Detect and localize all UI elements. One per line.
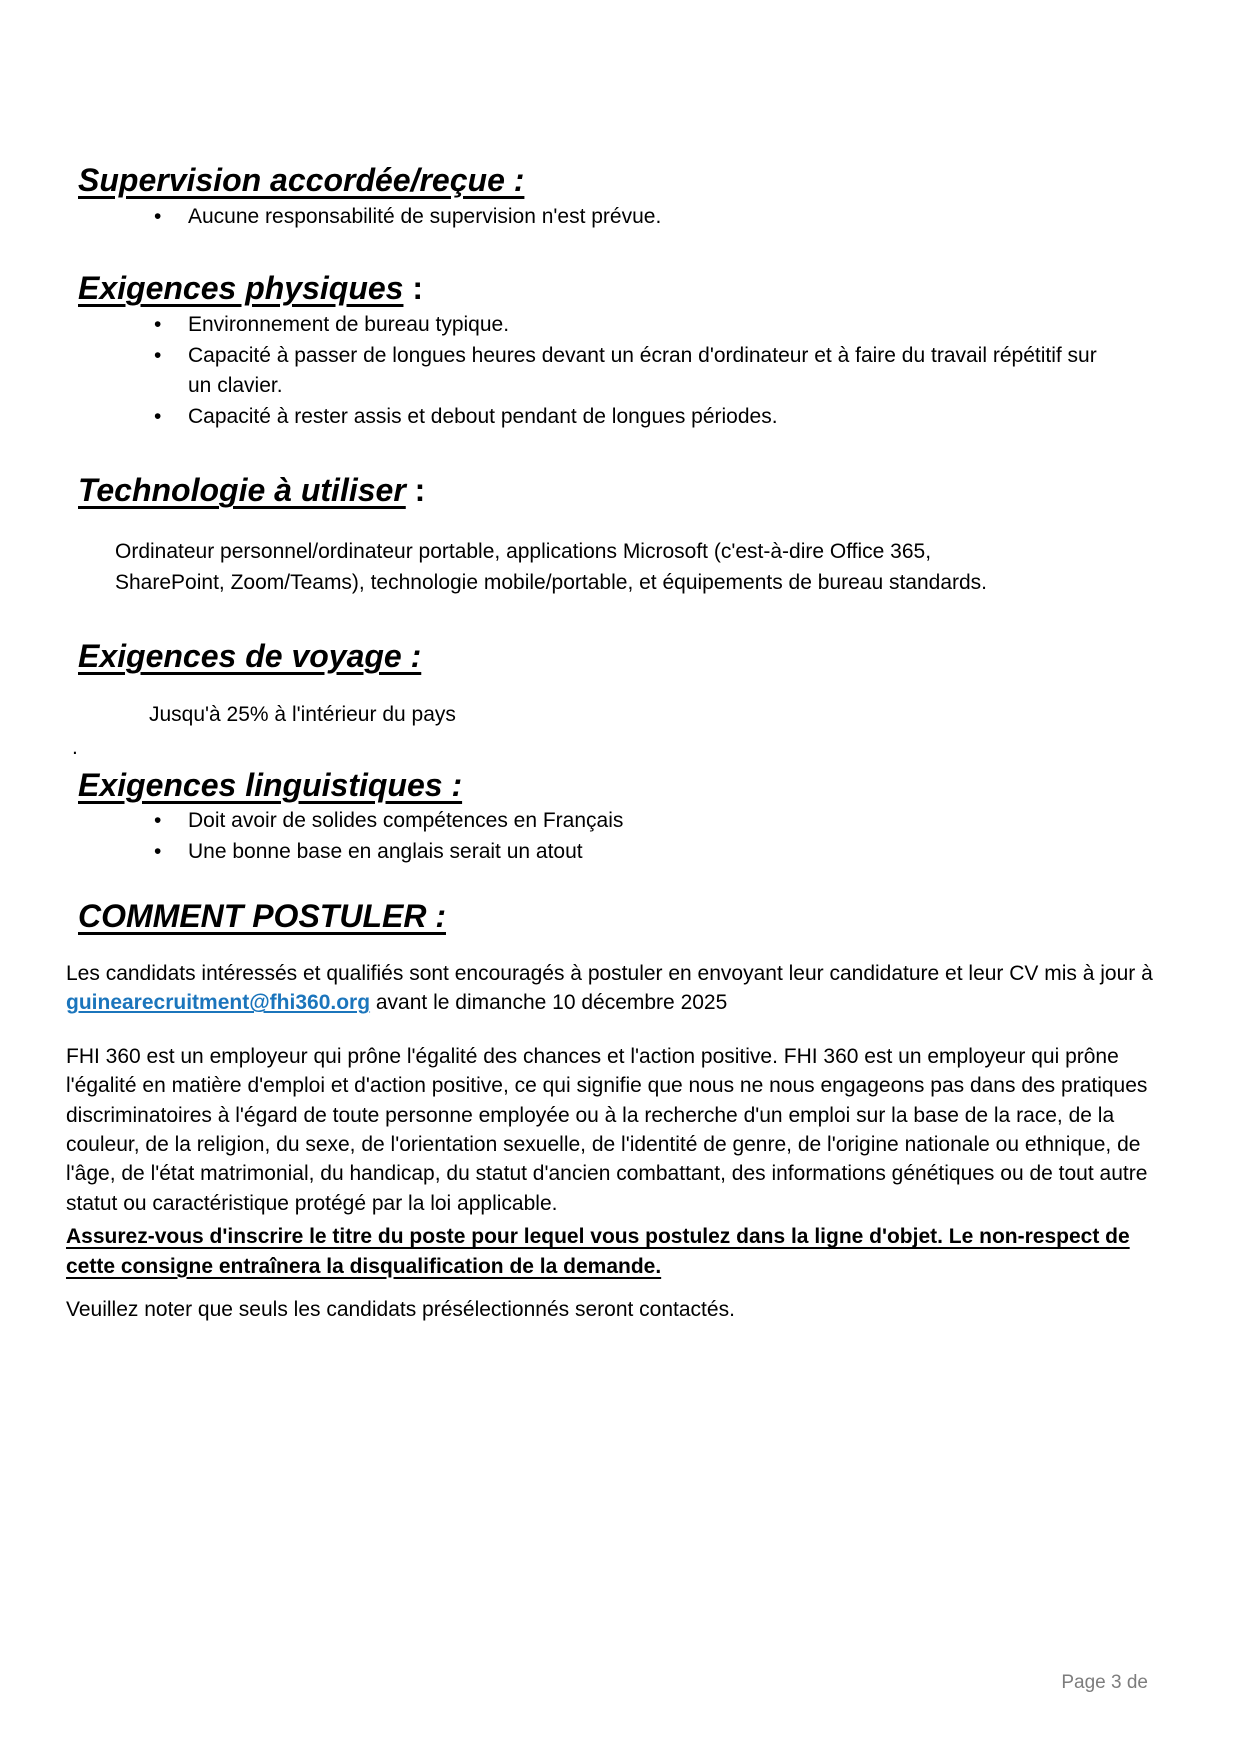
voyage-paragraph: Jusqu'à 25% à l'intérieur du pays [149, 702, 456, 726]
bullet-text: Aucune responsabilité de supervision n'est prévue. [188, 204, 662, 228]
heading-supervision-text: Supervision accordée/reçue : [78, 162, 525, 198]
apply-text-before-link: Les candidats intéressés et qualifiés sont encouragés à postuler en envoyant leur candidature et leur CV mis à jour à [66, 962, 1153, 986]
shortlist-note-paragraph: Veuillez noter que seuls les candidats présélectionnés seront contactés. [66, 1298, 735, 1321]
heading-voyage [78, 636, 1176, 678]
page-number-footer: Page 3 de [1061, 1672, 1148, 1693]
list-item [66, 402, 1123, 433]
bullet-text: Capacité à rester assis et debout pendant de longues périodes. [188, 404, 778, 428]
heading-linguistiques [78, 765, 1176, 807]
bullet-text: Capacité à passer de longues heures devant un écran d'ordinateur et à faire du travail répétitif sur un clavier. [188, 343, 1097, 398]
bullet-text: Environnement de bureau typique. [188, 312, 510, 336]
subject-line-warning-paragraph: Assurez-vous d'inscrire le titre du poste pour lequel vous postulez dans la ligne d'objet. Le non-respect de cette consigne entraînera la disqualification de la demande. [66, 1225, 1130, 1278]
heading-colon: : [405, 472, 426, 509]
list-item [66, 202, 1123, 233]
heading-comment-postuler-text: COMMENT POSTULER : [78, 897, 446, 934]
eeo-paragraph: FHI 360 est un employeur qui prône l'égalité des chances et l'action positive. FHI 360 est un employeur qui prône l'égalité en matière d'emploi et d'action positive, ce qui signifie que nous ne nous engageons pas dans des pratiques discriminatoires à l'égard de toute personne employée ou à la recherche d'un emploi sur la base de la race, de la couleur, de la religion, du sexe, de l'orientation sexuelle, de l'identité de genre, de l'origine nationale ou ethnique, de l'âge, de l'état matrimonial, du handicap, du statut d'ancien combattant, des informations génétiques ou de tout autre statut ou caractéristique protégé par la loi applicable. [66, 1044, 1148, 1215]
list-item [66, 341, 1123, 402]
heading-voyage-text: Exigences de voyage : [78, 638, 422, 675]
list-item [66, 806, 1123, 837]
list-item [66, 310, 1123, 341]
physiques-bullet-list [66, 310, 1176, 433]
heading-comment-postuler [78, 896, 1176, 938]
supervision-bullet-list [66, 202, 1176, 233]
heading-supervision [78, 160, 1176, 202]
heading-technologie-text: Technologie à utiliser [78, 472, 406, 509]
recruitment-email-link[interactable]: guinearecruitment@fhi360.org [66, 991, 371, 1015]
heading-technologie [78, 470, 1176, 512]
bullet-text: Une bonne base en anglais serait un atout [188, 839, 583, 863]
apply-paragraph [66, 959, 1176, 1018]
technologie-paragraph: Ordinateur personnel/ordinateur portable, applications Microsoft (c'est-à-dire Office 365, SharePoint, Zoom/Teams), technologie mobile/portable, et équipements de bureau standards. [115, 540, 988, 595]
heading-colon: : [403, 270, 424, 307]
bullet-text: Doit avoir de solides compétences en Français [188, 809, 624, 833]
stray-period: . [72, 736, 78, 760]
list-item [66, 837, 1123, 868]
heading-exigences-physiques-text: Exigences physiques [78, 270, 404, 307]
heading-exigences-physiques [78, 268, 1176, 310]
linguistiques-bullet-list [66, 806, 1176, 867]
apply-text-after-link: avant le dimanche 10 décembre 2025 [370, 991, 728, 1015]
heading-linguistiques-text: Exigences linguistiques : [78, 766, 463, 803]
